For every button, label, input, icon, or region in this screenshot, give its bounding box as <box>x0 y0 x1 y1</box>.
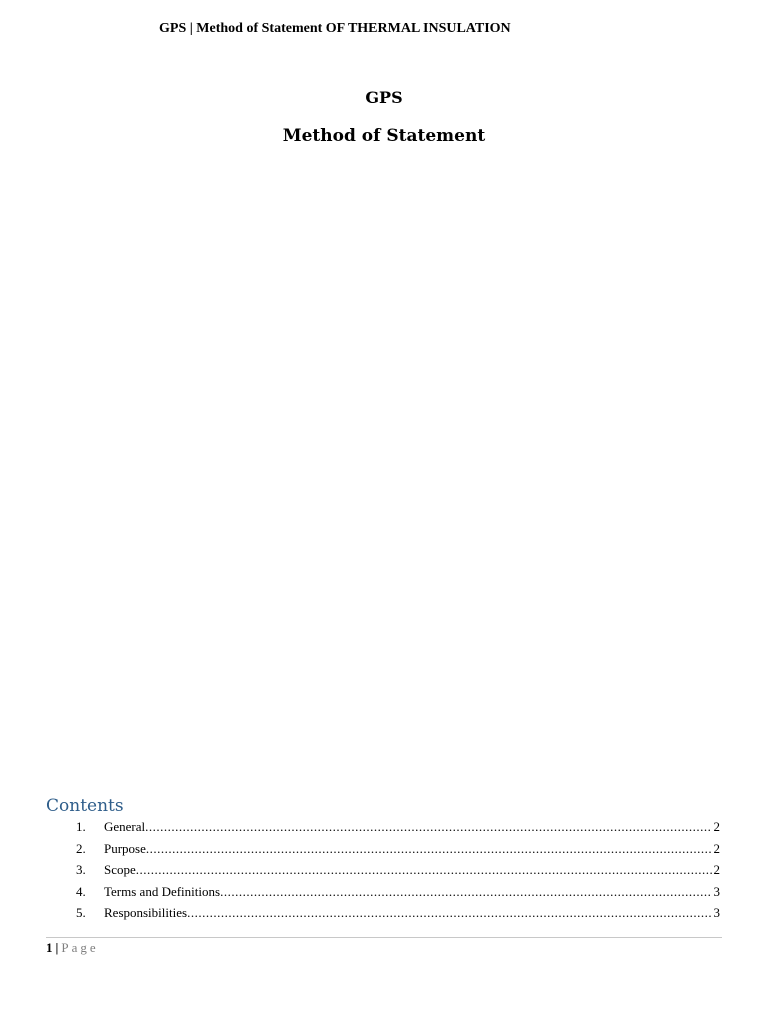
toc-entry-number: 1. <box>76 819 86 834</box>
contents-heading: Contents <box>46 796 124 816</box>
toc-entry-label: Terms and Definitions <box>104 884 221 899</box>
toc-dot-leader <box>187 904 711 922</box>
footer-page-number: 1 <box>46 940 53 955</box>
toc-dot-leader <box>220 883 711 901</box>
toc-entry-page: 3 <box>713 884 720 899</box>
toc-entry-terms-and-definitions[interactable] <box>0 883 768 901</box>
footer-page-label: Page <box>61 940 99 955</box>
toc-entry-page: 2 <box>713 819 720 834</box>
toc-entry-label: Purpose <box>104 841 146 856</box>
document-subtitle: Method of Statement <box>282 126 486 146</box>
toc-entry-general[interactable] <box>0 818 768 836</box>
toc-dot-leader <box>146 840 712 858</box>
page-footer <box>46 940 99 956</box>
running-header: GPS | Method of Statement OF THERMAL INSULATION <box>159 21 511 36</box>
toc-entry-number: 2. <box>76 841 86 856</box>
toc-entry-page: 2 <box>713 841 720 856</box>
toc-entry-number: 5. <box>76 905 86 920</box>
toc-dot-leader <box>145 818 711 836</box>
toc-entry-responsibilities[interactable] <box>0 904 768 922</box>
toc-entry-label: Responsibilities <box>104 905 188 920</box>
toc-entry-page: 3 <box>713 905 720 920</box>
toc-entry-label: General <box>104 819 146 834</box>
toc-entry-label: Scope <box>104 862 136 877</box>
toc-entry-number: 4. <box>76 884 86 899</box>
toc-entry-purpose[interactable] <box>0 840 768 858</box>
toc-dot-leader <box>136 861 712 879</box>
footer-separator: | <box>55 940 59 955</box>
footer-divider <box>46 937 722 938</box>
toc-entry-number: 3. <box>76 862 86 877</box>
toc-entry-page: 2 <box>713 862 720 877</box>
toc-entry-scope[interactable] <box>0 861 768 879</box>
document-title: GPS <box>365 88 403 107</box>
